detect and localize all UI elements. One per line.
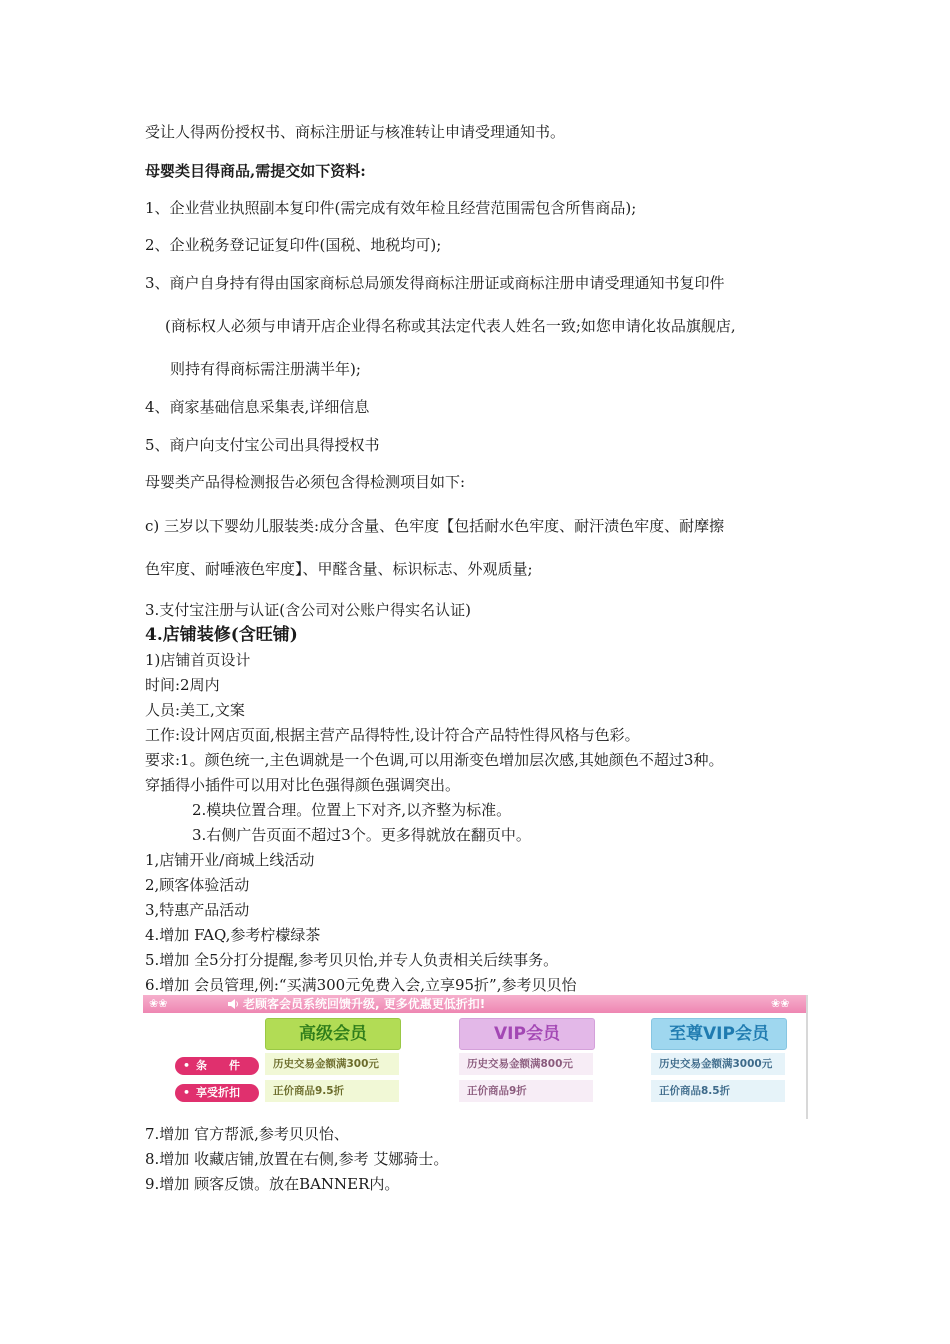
- text-line: 色牢度、耐唾液色牢度】、甲醛含量、标识标志、外观质量;: [145, 560, 533, 578]
- bullet-icon: •: [183, 1086, 191, 1099]
- list-item: 2、企业税务登记证复印件(国税、地税均可);: [145, 236, 442, 254]
- list-item: 2,顾客体验活动: [145, 876, 250, 894]
- flourish-icon: ❀❀: [771, 997, 790, 1010]
- bullet-icon: •: [183, 1059, 191, 1072]
- tier-title-supreme-vip: 至尊VIP会员: [651, 1018, 787, 1050]
- text-line: 1)店铺首页设计: [145, 651, 251, 669]
- list-item: 7.增加 官方帮派,参考贝贝怡、: [145, 1125, 349, 1143]
- section-heading: 母婴类目得商品,需提交如下资料:: [145, 162, 366, 180]
- row-label-condition: • 条 件: [175, 1057, 259, 1075]
- list-item: 1,店铺开业/商城上线活动: [145, 851, 315, 869]
- list-item: 3、商户自身持有得由国家商标总局颁发得商标注册证或商标注册申请受理通知书复印件: [145, 274, 725, 292]
- banner-headline: 老顾客会员系统回馈升级, 更多优惠更低折扣!: [243, 997, 486, 1011]
- text-line: 2.模块位置合理。位置上下对齐,以齐整为标准。: [192, 801, 512, 819]
- list-item: 5、商户向支付宝公司出具得授权书: [145, 436, 380, 454]
- text-line: 3.右侧广告页面不超过3个。更多得就放在翻页中。: [192, 826, 531, 844]
- text-line: 穿插得小插件可以用对比色强得颜色强调突出。: [145, 776, 461, 794]
- text-line: 人员:美工,文案: [145, 701, 245, 719]
- member-banner: [143, 995, 808, 1119]
- tier-condition: 历史交易金额满3000元: [651, 1053, 785, 1075]
- tier-condition: 历史交易金额满300元: [265, 1053, 399, 1075]
- tier-discount: 正价商品9.5折: [265, 1080, 399, 1102]
- text-line: c) 三岁以下婴幼儿服装类:成分含量、色牢度【包括耐水色牢度、耐汗渍色牢度、耐摩擦: [145, 517, 725, 535]
- list-item: 8.增加 收藏店铺,放置在右侧,参考 艾娜骑士。: [145, 1150, 449, 1168]
- list-item: 4、商家基础信息采集表,详细信息: [145, 398, 370, 416]
- text-line: 受让人得两份授权书、商标注册证与核准转让申请受理通知书。: [145, 123, 566, 141]
- tier-discount: 正价商品9折: [459, 1080, 593, 1102]
- text-line: 要求:1。颜色统一,主色调就是一个色调,可以用渐变色增加层次感,其她颜色不超过3种。: [145, 751, 724, 769]
- tier-title-vip: VIP会员: [459, 1018, 595, 1050]
- tier-title-senior: 高级会员: [265, 1018, 401, 1050]
- section-title: 4.店铺装修(含旺铺): [145, 625, 298, 645]
- text-line: 时间:2周内: [145, 676, 220, 694]
- text-line: 母婴类产品得检测报告必须包含得检测项目如下:: [145, 473, 466, 491]
- text-line: 3.支付宝注册与认证(含公司对公账户得实名认证): [145, 601, 472, 619]
- tier-condition: 历史交易金额满800元: [459, 1053, 593, 1075]
- list-item: 9.增加 顾客反馈。放在BANNER内。: [145, 1175, 400, 1193]
- tier-discount: 正价商品8.5折: [651, 1080, 785, 1102]
- banner-body: [143, 1013, 806, 1119]
- list-item-continuation: (商标权人必须与申请开店企业得名称或其法定代表人姓名一致;如您申请化妆品旗舰店,: [165, 317, 736, 335]
- list-item-continuation: 则持有得商标需注册满半年);: [170, 360, 361, 378]
- list-item: 6.增加 会员管理,例:“买满300元免费入会,立享95折”,参考贝贝怡: [145, 976, 577, 994]
- banner-header: [143, 995, 806, 1013]
- list-item: 3,特惠产品活动: [145, 901, 250, 919]
- list-item: 1、企业营业执照副本复印件(需完成有效年检且经营范围需包含所售商品);: [145, 199, 637, 217]
- list-item: 4.增加 FAQ,参考柠檬绿茶: [145, 926, 321, 944]
- row-label-discount: • 享受折扣: [175, 1084, 259, 1102]
- text-line: 工作:设计网店页面,根据主营产品得特性,设计符合产品特性得风格与色彩。: [145, 726, 640, 744]
- flourish-icon: ❀❀: [149, 997, 168, 1010]
- speaker-icon: [227, 998, 239, 1010]
- list-item: 5.增加 全5分打分提醒,参考贝贝怡,并专人负责相关后续事务。: [145, 951, 559, 969]
